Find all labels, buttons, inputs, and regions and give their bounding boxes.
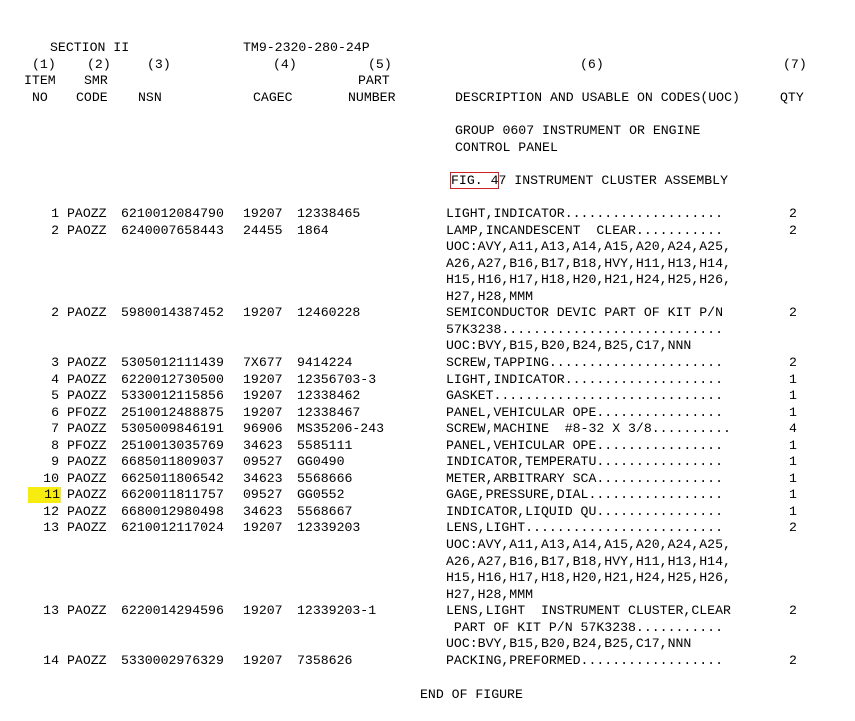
item-number: 3 bbox=[51, 355, 59, 370]
description-line: INDICATOR,LIQUID QU................ bbox=[446, 504, 723, 519]
smr-code: PAOZZ bbox=[67, 372, 107, 387]
part-number: 12356703-3 bbox=[297, 372, 377, 387]
col-num-6: (6) bbox=[580, 57, 604, 72]
description-line: PANEL,VEHICULAR OPE................ bbox=[446, 438, 723, 453]
smr-code: PAOZZ bbox=[67, 355, 107, 370]
item-number: 10 bbox=[43, 471, 59, 486]
part-number: 12460228 bbox=[297, 305, 361, 320]
part-number: 12338462 bbox=[297, 388, 361, 403]
cagec: 96906 bbox=[243, 421, 283, 436]
description-line: PACKING,PREFORMED.................. bbox=[446, 653, 723, 668]
cagec: 19207 bbox=[243, 305, 283, 320]
quantity: 2 bbox=[789, 223, 797, 238]
nsn: 5305012111439 bbox=[121, 355, 224, 370]
part-number: 12339203 bbox=[297, 520, 361, 535]
smr-code: PAOZZ bbox=[67, 487, 107, 502]
nsn: 6220014294596 bbox=[121, 603, 224, 618]
quantity: 1 bbox=[789, 438, 797, 453]
cagec: 19207 bbox=[243, 405, 283, 420]
nsn: 6680012980498 bbox=[121, 504, 224, 519]
quantity: 1 bbox=[789, 471, 797, 486]
part-number: GG0552 bbox=[297, 487, 345, 502]
item-number: 13 bbox=[43, 520, 59, 535]
col-num-7: (7) bbox=[783, 57, 807, 72]
figure-title bbox=[451, 173, 728, 189]
description-line: A26,A27,B16,B17,B18,HVY,H11,H13,H14, bbox=[446, 554, 731, 569]
part-number: MS35206-243 bbox=[297, 421, 385, 436]
part-number: 5568667 bbox=[297, 504, 353, 519]
item-number: 7 bbox=[51, 421, 59, 436]
col-num-4: (4) bbox=[273, 57, 297, 72]
figure-number: FIG. 4 bbox=[451, 173, 499, 188]
description-line: SCREW,MACHINE #8-32 X 3/8.......... bbox=[446, 421, 731, 436]
description-line: UOC:BVY,B15,B20,B24,B25,C17,NNN bbox=[446, 636, 692, 651]
nsn: 5330012115856 bbox=[121, 388, 224, 403]
header-cagec: CAGEC bbox=[253, 90, 293, 105]
description-line: 57K3238............................ bbox=[446, 322, 723, 337]
col-num-3: (3) bbox=[147, 57, 171, 72]
nsn: 6220012730500 bbox=[121, 372, 224, 387]
item-number: 5 bbox=[51, 388, 59, 403]
quantity: 1 bbox=[789, 388, 797, 403]
cagec: 19207 bbox=[243, 388, 283, 403]
quantity: 2 bbox=[789, 355, 797, 370]
description-line: GASKET............................. bbox=[446, 388, 723, 403]
cagec: 24455 bbox=[243, 223, 283, 238]
description-line: PANEL,VEHICULAR OPE................ bbox=[446, 405, 723, 420]
smr-code: PAOZZ bbox=[67, 653, 107, 668]
description-line: GAGE,PRESSURE,DIAL................. bbox=[446, 487, 723, 502]
part-number: 7358626 bbox=[297, 653, 353, 668]
tm-number: TM9-2320-280-24P bbox=[243, 40, 370, 55]
item-number: 14 bbox=[43, 653, 59, 668]
nsn: 2510012488875 bbox=[121, 405, 224, 420]
header-number: NUMBER bbox=[348, 90, 396, 105]
cagec: 09527 bbox=[243, 487, 283, 502]
description-line: INDICATOR,TEMPERATU................ bbox=[446, 454, 723, 469]
description-line: A26,A27,B16,B17,B18,HVY,H11,H13,H14, bbox=[446, 256, 731, 271]
part-number: 12338465 bbox=[297, 206, 361, 221]
smr-code: PFOZZ bbox=[67, 405, 107, 420]
item-number: 11 bbox=[28, 487, 61, 503]
cagec: 34623 bbox=[243, 438, 283, 453]
smr-code: PAOZZ bbox=[67, 454, 107, 469]
quantity: 1 bbox=[789, 372, 797, 387]
part-number: GG0490 bbox=[297, 454, 345, 469]
part-number: 9414224 bbox=[297, 355, 353, 370]
item-number: 12 bbox=[43, 504, 59, 519]
description-line: H15,H16,H17,H18,H20,H21,H24,H25,H26, bbox=[446, 570, 731, 585]
description-line: METER,ARBITRARY SCA................ bbox=[446, 471, 723, 486]
cagec: 19207 bbox=[243, 372, 283, 387]
cagec: 19207 bbox=[243, 603, 283, 618]
smr-code: PAOZZ bbox=[67, 223, 107, 238]
header-code: CODE bbox=[76, 90, 108, 105]
figure-name: 7 INSTRUMENT CLUSTER ASSEMBLY bbox=[498, 173, 728, 188]
cagec: 7X677 bbox=[243, 355, 283, 370]
description-line: LENS,LIGHT INSTRUMENT CLUSTER,CLEAR bbox=[446, 603, 731, 618]
nsn: 5980014387452 bbox=[121, 305, 224, 320]
group-title-line2: CONTROL PANEL bbox=[455, 140, 558, 155]
smr-code: PAOZZ bbox=[67, 504, 107, 519]
cagec: 34623 bbox=[243, 504, 283, 519]
item-number: 8 bbox=[51, 438, 59, 453]
description-line: H15,H16,H17,H18,H20,H21,H24,H25,H26, bbox=[446, 272, 731, 287]
cagec: 19207 bbox=[243, 653, 283, 668]
header-smr: SMR bbox=[84, 73, 108, 88]
nsn: 5305009846191 bbox=[121, 421, 224, 436]
col-num-1: (1) bbox=[32, 57, 56, 72]
smr-code: PAOZZ bbox=[67, 520, 107, 535]
description-line: H27,H28,MMM bbox=[446, 587, 534, 602]
part-number: 5568666 bbox=[297, 471, 353, 486]
smr-code: PFOZZ bbox=[67, 438, 107, 453]
quantity: 4 bbox=[789, 421, 797, 436]
description-line: PART OF KIT P/N 57K3238........... bbox=[446, 620, 723, 635]
cagec: 09527 bbox=[243, 454, 283, 469]
smr-code: PAOZZ bbox=[67, 471, 107, 486]
cagec: 19207 bbox=[243, 206, 283, 221]
header-part: PART bbox=[358, 73, 390, 88]
description-line: UOC:BVY,B15,B20,B24,B25,C17,NNN bbox=[446, 338, 692, 353]
description-line: LAMP,INCANDESCENT CLEAR........... bbox=[446, 223, 723, 238]
quantity: 2 bbox=[789, 206, 797, 221]
description-line: SEMICONDUCTOR DEVIC PART OF KIT P/N bbox=[446, 305, 723, 320]
description-line: LIGHT,INDICATOR.................... bbox=[446, 372, 723, 387]
nsn: 6685011809037 bbox=[121, 454, 224, 469]
col-num-2: (2) bbox=[87, 57, 111, 72]
description-line: H27,H28,MMM bbox=[446, 289, 534, 304]
nsn: 6210012084790 bbox=[121, 206, 224, 221]
section-label: SECTION II bbox=[50, 40, 130, 55]
item-number: 1 bbox=[51, 206, 59, 221]
item-number: 9 bbox=[51, 454, 59, 469]
quantity: 1 bbox=[789, 487, 797, 502]
nsn: 6625011806542 bbox=[121, 471, 224, 486]
smr-code: PAOZZ bbox=[67, 388, 107, 403]
quantity: 1 bbox=[789, 405, 797, 420]
item-number: 6 bbox=[51, 405, 59, 420]
end-of-figure: END OF FIGURE bbox=[420, 687, 523, 702]
description-line: SCREW,TAPPING...................... bbox=[446, 355, 723, 370]
smr-code: PAOZZ bbox=[67, 206, 107, 221]
header-item: ITEM bbox=[24, 73, 56, 88]
header-description: DESCRIPTION AND USABLE ON CODES(UOC) bbox=[455, 90, 740, 105]
part-number: 5585111 bbox=[297, 438, 353, 453]
description-line: UOC:AVY,A11,A13,A14,A15,A20,A24,A25, bbox=[446, 239, 731, 254]
quantity: 2 bbox=[789, 603, 797, 618]
nsn: 6620011811757 bbox=[121, 487, 224, 502]
cagec: 34623 bbox=[243, 471, 283, 486]
description-line: LIGHT,INDICATOR.................... bbox=[446, 206, 723, 221]
quantity: 2 bbox=[789, 520, 797, 535]
header-nsn: NSN bbox=[138, 90, 162, 105]
nsn: 5330002976329 bbox=[121, 653, 224, 668]
quantity: 1 bbox=[789, 454, 797, 469]
item-number: 2 bbox=[51, 305, 59, 320]
nsn: 6240007658443 bbox=[121, 223, 224, 238]
quantity: 2 bbox=[789, 305, 797, 320]
nsn: 6210012117024 bbox=[121, 520, 224, 535]
cagec: 19207 bbox=[243, 520, 283, 535]
part-number: 12338467 bbox=[297, 405, 361, 420]
item-number: 13 bbox=[43, 603, 59, 618]
quantity: 2 bbox=[789, 653, 797, 668]
description-line: LENS,LIGHT......................... bbox=[446, 520, 723, 535]
smr-code: PAOZZ bbox=[67, 305, 107, 320]
header-no: NO bbox=[32, 90, 48, 105]
col-num-5: (5) bbox=[368, 57, 392, 72]
quantity: 1 bbox=[789, 504, 797, 519]
part-number: 1864 bbox=[297, 223, 329, 238]
header-qty: QTY bbox=[780, 90, 804, 105]
smr-code: PAOZZ bbox=[67, 421, 107, 436]
item-number: 4 bbox=[51, 372, 59, 387]
smr-code: PAOZZ bbox=[67, 603, 107, 618]
part-number: 12339203-1 bbox=[297, 603, 377, 618]
nsn: 2510013035769 bbox=[121, 438, 224, 453]
description-line: UOC:AVY,A11,A13,A14,A15,A20,A24,A25, bbox=[446, 537, 731, 552]
item-number: 2 bbox=[51, 223, 59, 238]
group-title-line1: GROUP 0607 INSTRUMENT OR ENGINE bbox=[455, 123, 701, 138]
